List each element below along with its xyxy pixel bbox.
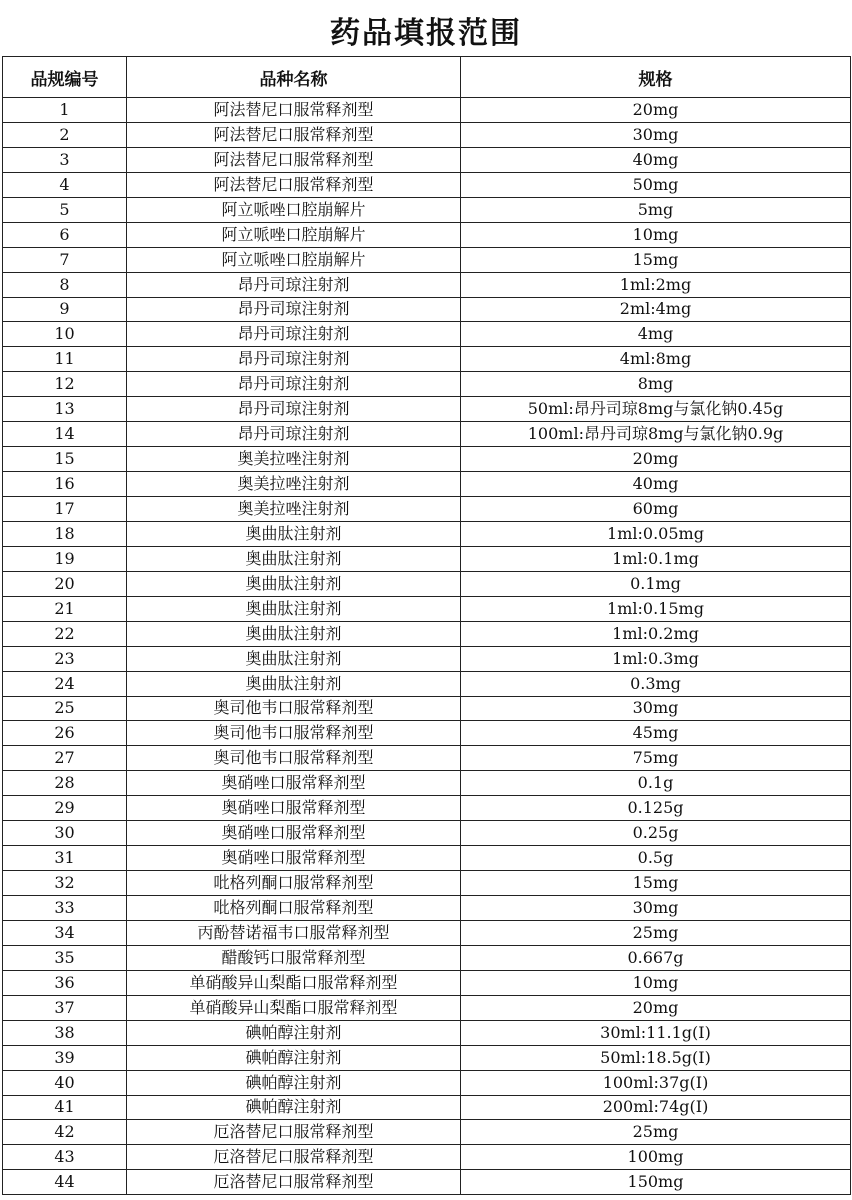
item-code-cell: 25 [3, 696, 127, 721]
item-code-cell: 11 [3, 347, 127, 372]
header-specification: 规格 [461, 57, 851, 98]
item-code-cell: 5 [3, 197, 127, 222]
table-row [3, 397, 851, 422]
specification-cell: 30ml:11.1g(I) [461, 1020, 851, 1045]
item-code-cell: 35 [3, 945, 127, 970]
specification-cell: 4ml:8mg [461, 347, 851, 372]
item-code-cell: 24 [3, 671, 127, 696]
specification-cell: 50mg [461, 172, 851, 197]
drug-name-cell: 阿法替尼口服常释剂型 [127, 172, 461, 197]
table-row [3, 846, 851, 871]
item-code-cell: 32 [3, 871, 127, 896]
specification-cell: 1ml:0.1mg [461, 546, 851, 571]
drug-name-cell: 单硝酸异山梨酯口服常释剂型 [127, 995, 461, 1020]
table-row [3, 945, 851, 970]
drug-name-cell: 昂丹司琼注射剂 [127, 297, 461, 322]
specification-cell: 2ml:4mg [461, 297, 851, 322]
item-code-cell: 1 [3, 98, 127, 123]
table-row [3, 272, 851, 297]
table-row [3, 222, 851, 247]
table-row [3, 1120, 851, 1145]
table-row [3, 970, 851, 995]
item-code-cell: 27 [3, 746, 127, 771]
item-code-cell: 10 [3, 322, 127, 347]
drug-name-cell: 阿立哌唑口腔崩解片 [127, 247, 461, 272]
table-row [3, 721, 851, 746]
table-row [3, 1045, 851, 1070]
table-row [3, 1070, 851, 1095]
specification-cell: 0.1mg [461, 571, 851, 596]
drug-name-cell: 昂丹司琼注射剂 [127, 322, 461, 347]
drug-name-cell: 昂丹司琼注射剂 [127, 372, 461, 397]
drug-name-cell: 醋酸钙口服常释剂型 [127, 945, 461, 970]
table-row [3, 995, 851, 1020]
specification-cell: 20mg [461, 995, 851, 1020]
drug-name-cell: 奥硝唑口服常释剂型 [127, 821, 461, 846]
specification-cell: 30mg [461, 896, 851, 921]
item-code-cell: 31 [3, 846, 127, 871]
page-title: 药品填报范围 [330, 16, 522, 51]
table-row [3, 696, 851, 721]
drug-name-cell: 厄洛替尼口服常释剂型 [127, 1170, 461, 1195]
item-code-cell: 43 [3, 1145, 127, 1170]
specification-cell: 150mg [461, 1170, 851, 1195]
drug-name-cell: 厄洛替尼口服常释剂型 [127, 1145, 461, 1170]
table-row [3, 1170, 851, 1195]
drug-name-cell: 碘帕醇注射剂 [127, 1020, 461, 1045]
drug-name-cell: 奥曲肽注射剂 [127, 596, 461, 621]
drug-name-cell: 阿法替尼口服常释剂型 [127, 147, 461, 172]
specification-cell: 0.125g [461, 796, 851, 821]
item-code-cell: 34 [3, 920, 127, 945]
table-row [3, 197, 851, 222]
table-row [3, 521, 851, 546]
table-row [3, 297, 851, 322]
drug-name-cell: 奥硝唑口服常释剂型 [127, 796, 461, 821]
drug-table [2, 56, 851, 1195]
item-code-cell: 14 [3, 422, 127, 447]
drug-name-cell: 阿立哌唑口腔崩解片 [127, 222, 461, 247]
table-row [3, 1095, 851, 1120]
specification-cell: 20mg [461, 98, 851, 123]
item-code-cell: 7 [3, 247, 127, 272]
specification-cell: 8mg [461, 372, 851, 397]
drug-name-cell: 阿法替尼口服常释剂型 [127, 98, 461, 123]
table-row [3, 596, 851, 621]
item-code-cell: 40 [3, 1070, 127, 1095]
drug-name-cell: 昂丹司琼注射剂 [127, 347, 461, 372]
specification-cell: 60mg [461, 497, 851, 522]
drug-name-cell: 碘帕醇注射剂 [127, 1045, 461, 1070]
specification-cell: 50ml:昂丹司琼8mg与氯化钠0.45g [461, 397, 851, 422]
specification-cell: 0.1g [461, 771, 851, 796]
specification-cell: 10mg [461, 222, 851, 247]
item-code-cell: 9 [3, 297, 127, 322]
specification-cell: 0.25g [461, 821, 851, 846]
drug-name-cell: 奥曲肽注射剂 [127, 571, 461, 596]
item-code-cell: 6 [3, 222, 127, 247]
item-code-cell: 17 [3, 497, 127, 522]
specification-cell: 40mg [461, 147, 851, 172]
item-code-cell: 20 [3, 571, 127, 596]
table-row [3, 1020, 851, 1045]
drug-name-cell: 奥美拉唑注射剂 [127, 497, 461, 522]
specification-cell: 5mg [461, 197, 851, 222]
drug-name-cell: 单硝酸异山梨酯口服常释剂型 [127, 970, 461, 995]
drug-name-cell: 阿法替尼口服常释剂型 [127, 122, 461, 147]
specification-cell: 200ml:74g(I) [461, 1095, 851, 1120]
table-row [3, 896, 851, 921]
item-code-cell: 13 [3, 397, 127, 422]
drug-name-cell: 奥美拉唑注射剂 [127, 472, 461, 497]
item-code-cell: 38 [3, 1020, 127, 1045]
table-row [3, 546, 851, 571]
specification-cell: 15mg [461, 247, 851, 272]
table-row [3, 497, 851, 522]
drug-name-cell: 厄洛替尼口服常释剂型 [127, 1120, 461, 1145]
item-code-cell: 39 [3, 1045, 127, 1070]
item-code-cell: 36 [3, 970, 127, 995]
item-code-cell: 22 [3, 621, 127, 646]
specification-cell: 100ml:37g(I) [461, 1070, 851, 1095]
table-row [3, 247, 851, 272]
specification-cell: 100ml:昂丹司琼8mg与氯化钠0.9g [461, 422, 851, 447]
item-code-cell: 29 [3, 796, 127, 821]
drug-name-cell: 奥曲肽注射剂 [127, 521, 461, 546]
specification-cell: 1ml:0.2mg [461, 621, 851, 646]
specification-cell: 1ml:0.3mg [461, 646, 851, 671]
table-row [3, 1145, 851, 1170]
drug-name-cell: 奥曲肽注射剂 [127, 621, 461, 646]
table-row [3, 646, 851, 671]
drug-name-cell: 昂丹司琼注射剂 [127, 397, 461, 422]
drug-name-cell: 昂丹司琼注射剂 [127, 422, 461, 447]
table-row [3, 147, 851, 172]
drug-name-cell: 阿立哌唑口腔崩解片 [127, 197, 461, 222]
table-row [3, 796, 851, 821]
table-row [3, 920, 851, 945]
item-code-cell: 19 [3, 546, 127, 571]
item-code-cell: 3 [3, 147, 127, 172]
drug-name-cell: 奥司他韦口服常释剂型 [127, 746, 461, 771]
item-code-cell: 21 [3, 596, 127, 621]
specification-cell: 75mg [461, 746, 851, 771]
item-code-cell: 8 [3, 272, 127, 297]
specification-cell: 1ml:2mg [461, 272, 851, 297]
specification-cell: 30mg [461, 122, 851, 147]
drug-name-cell: 吡格列酮口服常释剂型 [127, 896, 461, 921]
specification-cell: 25mg [461, 1120, 851, 1145]
item-code-cell: 37 [3, 995, 127, 1020]
table-row [3, 98, 851, 123]
table-row [3, 821, 851, 846]
specification-cell: 100mg [461, 1145, 851, 1170]
item-code-cell: 23 [3, 646, 127, 671]
item-code-cell: 26 [3, 721, 127, 746]
drug-name-cell: 吡格列酮口服常释剂型 [127, 871, 461, 896]
item-code-cell: 16 [3, 472, 127, 497]
item-code-cell: 33 [3, 896, 127, 921]
item-code-cell: 2 [3, 122, 127, 147]
drug-name-cell: 奥曲肽注射剂 [127, 646, 461, 671]
table-row [3, 347, 851, 372]
header-item-code: 品规编号 [3, 57, 127, 98]
drug-name-cell: 奥硝唑口服常释剂型 [127, 771, 461, 796]
table-row [3, 571, 851, 596]
table-row [3, 172, 851, 197]
specification-cell: 0.3mg [461, 671, 851, 696]
specification-cell: 50ml:18.5g(I) [461, 1045, 851, 1070]
drug-name-cell: 奥曲肽注射剂 [127, 671, 461, 696]
table-row [3, 771, 851, 796]
table-row [3, 472, 851, 497]
item-code-cell: 42 [3, 1120, 127, 1145]
specification-cell: 20mg [461, 447, 851, 472]
table-row [3, 621, 851, 646]
specification-cell: 0.5g [461, 846, 851, 871]
specification-cell: 40mg [461, 472, 851, 497]
drug-name-cell: 碘帕醇注射剂 [127, 1070, 461, 1095]
table-row [3, 372, 851, 397]
specification-cell: 45mg [461, 721, 851, 746]
table-row [3, 422, 851, 447]
drug-name-cell: 昂丹司琼注射剂 [127, 272, 461, 297]
drug-name-cell: 奥硝唑口服常释剂型 [127, 846, 461, 871]
item-code-cell: 28 [3, 771, 127, 796]
header-drug-name: 品种名称 [127, 57, 461, 98]
item-code-cell: 30 [3, 821, 127, 846]
item-code-cell: 18 [3, 521, 127, 546]
table-row [3, 746, 851, 771]
item-code-cell: 44 [3, 1170, 127, 1195]
specification-cell: 0.667g [461, 945, 851, 970]
specification-cell: 1ml:0.05mg [461, 521, 851, 546]
specification-cell: 4mg [461, 322, 851, 347]
drug-name-cell: 奥美拉唑注射剂 [127, 447, 461, 472]
specification-cell: 10mg [461, 970, 851, 995]
drug-name-cell: 丙酚替诺福韦口服常释剂型 [127, 920, 461, 945]
item-code-cell: 4 [3, 172, 127, 197]
specification-cell: 30mg [461, 696, 851, 721]
table-row [3, 447, 851, 472]
item-code-cell: 41 [3, 1095, 127, 1120]
drug-name-cell: 奥司他韦口服常释剂型 [127, 721, 461, 746]
specification-cell: 1ml:0.15mg [461, 596, 851, 621]
table-header-row [3, 57, 851, 98]
specification-cell: 15mg [461, 871, 851, 896]
item-code-cell: 12 [3, 372, 127, 397]
table-row [3, 871, 851, 896]
drug-name-cell: 碘帕醇注射剂 [127, 1095, 461, 1120]
specification-cell: 25mg [461, 920, 851, 945]
item-code-cell: 15 [3, 447, 127, 472]
drug-name-cell: 奥司他韦口服常释剂型 [127, 696, 461, 721]
table-row [3, 122, 851, 147]
table-row [3, 322, 851, 347]
drug-name-cell: 奥曲肽注射剂 [127, 546, 461, 571]
table-row [3, 671, 851, 696]
